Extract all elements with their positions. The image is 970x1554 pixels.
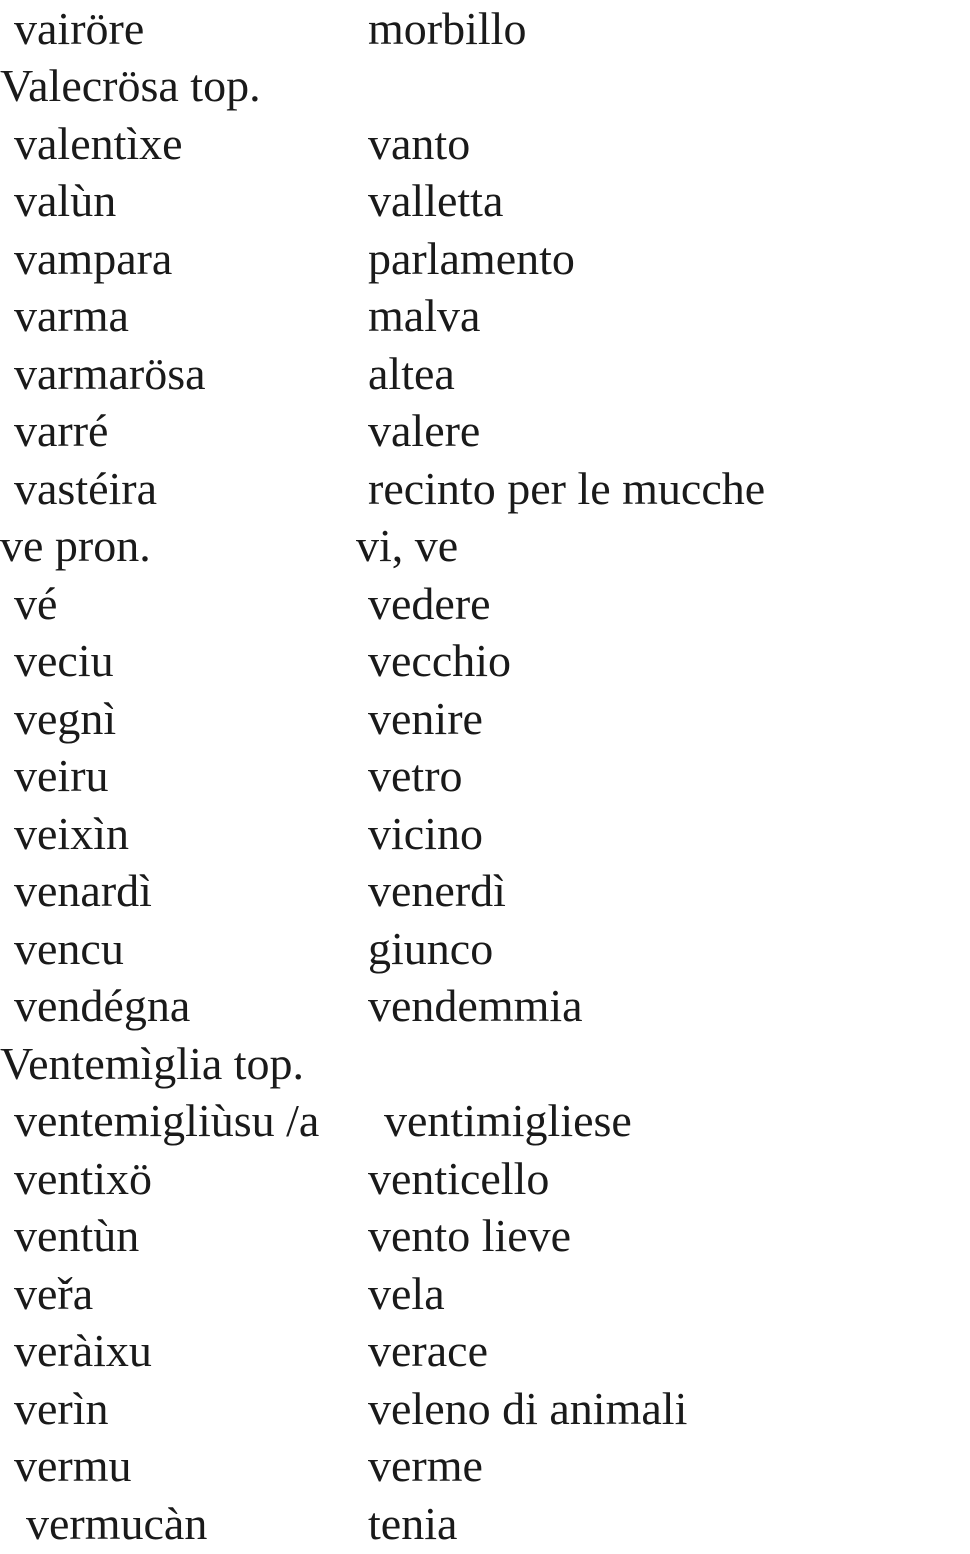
glossary-entry (0, 172, 970, 229)
entry-term: ve pron. (0, 520, 151, 571)
glossary-entry (0, 920, 970, 977)
glossary-entry (0, 230, 970, 287)
entry-term: vastéira (14, 463, 158, 514)
entry-term: valentìxe (14, 118, 183, 169)
glossary-entry (0, 1322, 970, 1379)
glossary-entry (0, 977, 970, 1034)
glossary-entry (0, 1380, 970, 1437)
glossary-entry (0, 632, 970, 689)
entry-term: varma (14, 290, 129, 341)
glossary-entry (0, 1495, 970, 1552)
glossary-entry (0, 402, 970, 459)
entry-term: ventixö (14, 1153, 152, 1204)
entry-meaning: ventimigliese (384, 1095, 632, 1146)
entry-term: ventemigliùsu /a (14, 1095, 320, 1146)
entry-meaning: vento lieve (368, 1210, 572, 1261)
entry-term: valùn (14, 175, 117, 226)
glossary-entry (0, 1150, 970, 1207)
entry-term: vencu (14, 923, 124, 974)
entry-meaning: vedere (368, 578, 491, 629)
entry-meaning: vi, ve (356, 520, 459, 571)
glossary-entry (0, 747, 970, 804)
glossary-entry (0, 862, 970, 919)
glossary-entry (0, 1265, 970, 1322)
entry-meaning: altea (368, 348, 455, 399)
entry-meaning: vecchio (368, 635, 512, 686)
entry-meaning: recinto per le mucche (368, 463, 766, 514)
entry-meaning: morbillo (368, 3, 527, 54)
glossary-entry (0, 1092, 970, 1149)
entry-meaning: veleno di animali (368, 1383, 688, 1434)
entry-meaning: tenia (368, 1498, 458, 1549)
entry-meaning: venticello (368, 1153, 550, 1204)
entry-meaning: vicino (368, 808, 483, 859)
entry-meaning: vela (368, 1268, 445, 1319)
glossary-entry (0, 345, 970, 402)
entry-term: veixìn (14, 808, 129, 859)
glossary-entry (0, 57, 970, 114)
entry-term: Valecrösa top. (0, 60, 261, 111)
entry-meaning: vetro (368, 750, 463, 801)
entry-term: varré (14, 405, 109, 456)
entry-term: ventùn (14, 1210, 140, 1261)
glossary-entry (0, 1207, 970, 1264)
entry-meaning: venire (368, 693, 483, 744)
glossary-entry (0, 1437, 970, 1494)
entry-meaning: verace (368, 1325, 488, 1376)
entry-term: verìn (14, 1383, 109, 1434)
glossary-entry (0, 690, 970, 747)
entry-meaning: vendemmia (368, 980, 583, 1031)
entry-term: venardì (14, 865, 152, 916)
entry-term: vegnì (14, 693, 117, 744)
entry-meaning: malva (368, 290, 481, 341)
entry-meaning: parlamento (368, 233, 575, 284)
glossary-entry (0, 115, 970, 172)
glossary-entry (0, 287, 970, 344)
entry-term: varmarösa (14, 348, 206, 399)
entry-term: veciu (14, 635, 114, 686)
glossary-entry (0, 517, 970, 574)
entry-term: vampara (14, 233, 173, 284)
entry-meaning: valletta (368, 175, 504, 226)
entry-term: vermu (14, 1440, 132, 1491)
entry-term: vé (14, 578, 58, 629)
entry-meaning: venerdì (368, 865, 506, 916)
entry-term: veràixu (14, 1325, 152, 1376)
entry-meaning: valere (368, 405, 481, 456)
entry-term: veiru (14, 750, 109, 801)
glossary-entry (0, 1035, 970, 1092)
glossary-entry (0, 575, 970, 632)
entry-term: veřa (14, 1268, 94, 1319)
entry-term: vairöre (14, 3, 145, 54)
glossary-entry (0, 460, 970, 517)
entry-meaning: vanto (368, 118, 471, 169)
entry-term: vermucàn (26, 1498, 208, 1549)
entry-meaning: giunco (368, 923, 494, 974)
entry-term: Ventemìglia top. (0, 1038, 305, 1089)
glossary-entry (0, 0, 970, 57)
glossary-entry (0, 805, 970, 862)
entry-term: vendégna (14, 980, 191, 1031)
entry-meaning: verme (368, 1440, 483, 1491)
